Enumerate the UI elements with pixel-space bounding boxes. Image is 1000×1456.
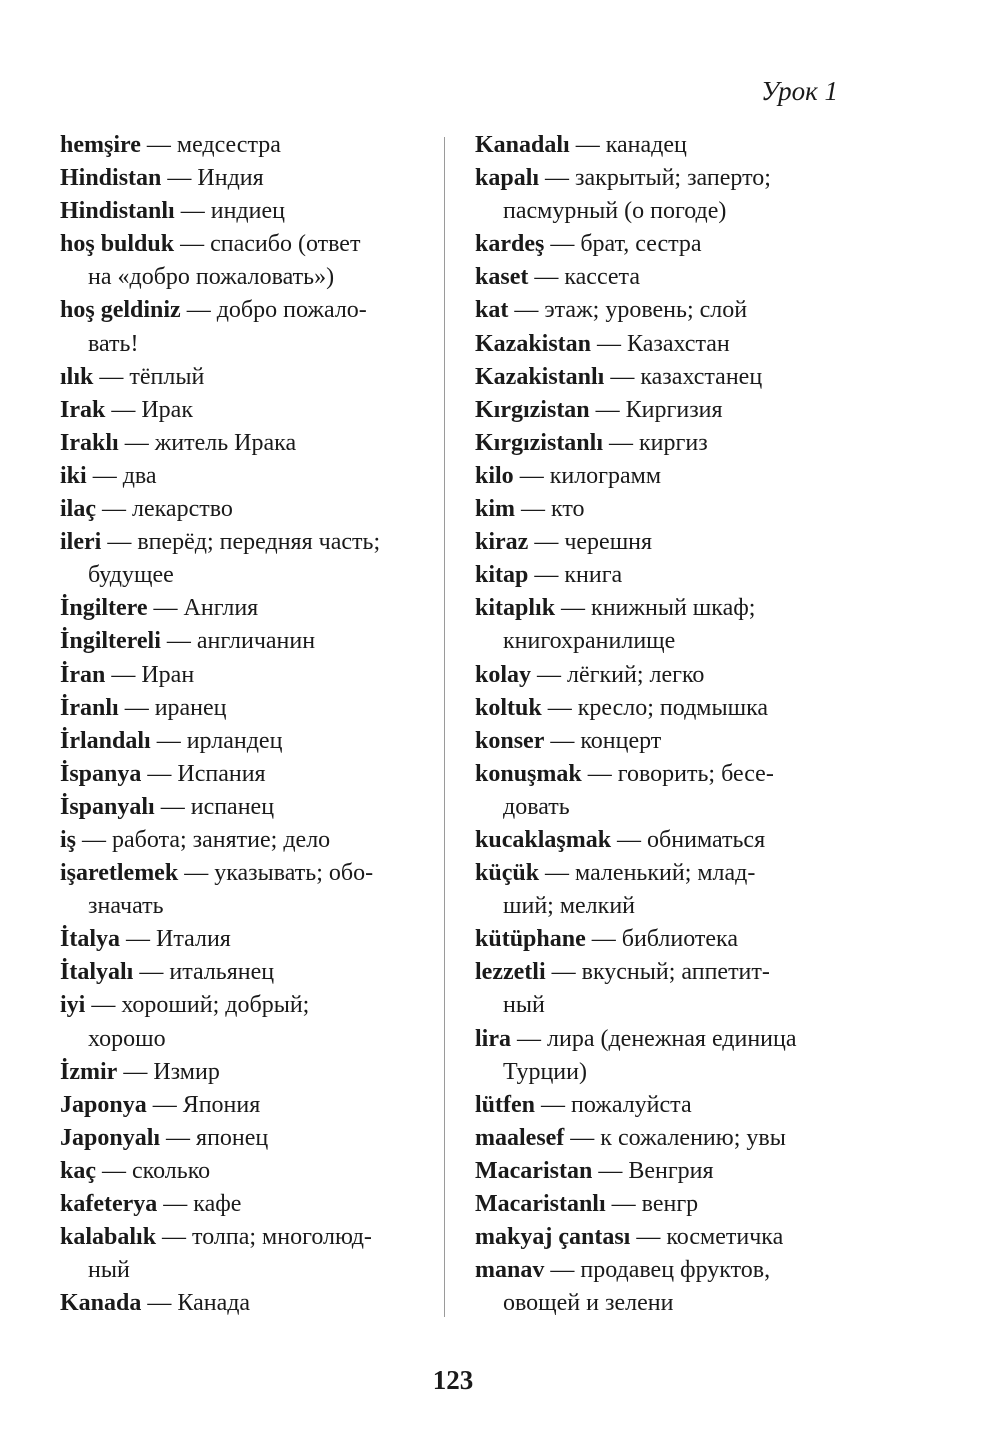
glossary-entry bbox=[60, 791, 435, 824]
entry-definition: — лира (денежная единица bbox=[511, 1025, 797, 1052]
glossary-entry bbox=[475, 692, 875, 725]
glossary-entry bbox=[60, 1221, 435, 1254]
glossary-entry bbox=[475, 361, 875, 394]
entry-term: Hindistan bbox=[60, 165, 162, 192]
entry-definition: — этаж; уровень; слой bbox=[508, 297, 748, 324]
entry-definition: — работа; занятие; дело bbox=[76, 826, 331, 853]
entry-term: kim bbox=[475, 496, 516, 523]
entry-term: hoş geldiniz bbox=[60, 297, 181, 324]
glossary-entry bbox=[60, 427, 435, 460]
glossary-entry bbox=[475, 427, 875, 460]
glossary-entry bbox=[60, 625, 435, 658]
entry-definition: — киргиз bbox=[603, 429, 708, 456]
entry-term: İspanya bbox=[60, 760, 142, 787]
entry-definition: хорошо bbox=[88, 1025, 166, 1052]
entry-term: lezzetli bbox=[475, 959, 546, 986]
glossary-entry bbox=[60, 956, 435, 989]
glossary-entry bbox=[60, 460, 435, 493]
glossary-entry bbox=[475, 758, 875, 791]
glossary-entry bbox=[60, 923, 435, 956]
entry-term: İngiltere bbox=[60, 595, 148, 622]
entry-definition: — лёгкий; легко bbox=[531, 661, 705, 688]
entry-term: Japonya bbox=[60, 1091, 147, 1118]
entry-definition: вать! bbox=[88, 330, 139, 357]
entry-definition: — сколько bbox=[96, 1157, 211, 1184]
entry-definition: — Измир bbox=[117, 1058, 220, 1085]
entry-term: maalesef bbox=[475, 1124, 565, 1151]
entry-term: Kazakistanlı bbox=[475, 363, 605, 390]
entry-term: kafeterya bbox=[60, 1191, 158, 1217]
glossary-entry bbox=[60, 129, 435, 162]
entry-term: lütfen bbox=[475, 1091, 535, 1118]
entry-definition: Турции) bbox=[503, 1058, 587, 1085]
entry-term: kitaplık bbox=[475, 595, 556, 622]
glossary-entry bbox=[475, 1221, 875, 1254]
entry-continuation bbox=[475, 195, 875, 228]
entry-continuation bbox=[475, 989, 875, 1022]
entry-term: Macaristan bbox=[475, 1157, 593, 1184]
entry-definition: — два bbox=[86, 462, 157, 489]
entry-term: iş bbox=[60, 826, 77, 853]
entry-continuation bbox=[475, 1056, 875, 1089]
entry-term: İspanyalı bbox=[60, 793, 155, 820]
entry-term: kaç bbox=[60, 1157, 96, 1184]
entry-definition: — тёплый bbox=[93, 363, 205, 390]
entry-definition: — косметичка bbox=[630, 1224, 784, 1251]
entry-term: İran bbox=[60, 661, 106, 688]
page-number: 123 bbox=[432, 1365, 474, 1395]
entry-definition: — закрытый; заперто; bbox=[539, 165, 771, 192]
entry-definition: на «добро пожаловать») bbox=[88, 264, 335, 291]
entry-definition: — Индия bbox=[161, 165, 264, 192]
glossary-entry bbox=[60, 1056, 435, 1089]
entry-term: koltuk bbox=[475, 694, 542, 721]
entry-term: Iraklı bbox=[60, 429, 119, 456]
entry-definition: — толпа; многолюд- bbox=[156, 1224, 372, 1251]
entry-definition: — указывать; обо- bbox=[178, 860, 374, 887]
glossary-entry bbox=[60, 493, 435, 526]
column-divider bbox=[444, 137, 445, 1317]
entry-term: manav bbox=[475, 1257, 545, 1284]
entry-term: konuşmak bbox=[475, 760, 582, 787]
entry-definition: — вкусный; аппетит- bbox=[545, 959, 770, 986]
entry-term: iyi bbox=[60, 992, 86, 1019]
entry-term: kalabalık bbox=[60, 1224, 157, 1251]
entry-definition: — лекарство bbox=[96, 496, 233, 523]
entry-term: Hindistanlı bbox=[60, 198, 175, 225]
glossary-entry bbox=[475, 725, 875, 758]
entry-term: İtalya bbox=[60, 926, 120, 953]
glossary-entry bbox=[475, 328, 875, 361]
entry-definition: — Италия bbox=[120, 926, 231, 953]
glossary-entry bbox=[60, 195, 435, 228]
glossary-entry bbox=[60, 228, 435, 261]
entry-term: kapalı bbox=[475, 165, 540, 192]
entry-term: İranlı bbox=[60, 694, 119, 721]
entry-definition: — книжный шкаф; bbox=[555, 595, 756, 622]
entry-definition: ший; мелкий bbox=[503, 893, 635, 920]
entry-definition: — продавец фруктов, bbox=[544, 1257, 771, 1284]
glossary-entry bbox=[475, 129, 875, 162]
glossary-entry bbox=[475, 460, 875, 493]
glossary-entry bbox=[60, 725, 435, 758]
glossary-entry bbox=[475, 1023, 875, 1056]
entry-definition: — Венгрия bbox=[592, 1157, 714, 1184]
entry-definition: — англичанин bbox=[160, 628, 316, 655]
entry-term: kilo bbox=[475, 462, 514, 489]
entry-term: hemşire bbox=[60, 132, 141, 158]
glossary-entry bbox=[60, 824, 435, 857]
glossary-entry bbox=[60, 294, 435, 327]
entry-definition: ный bbox=[88, 1257, 130, 1284]
glossary-entry bbox=[60, 1287, 435, 1320]
glossary-entry bbox=[475, 493, 875, 526]
glossary-entry bbox=[60, 394, 435, 427]
entry-continuation bbox=[60, 1023, 435, 1056]
entry-definition: — индиец bbox=[174, 198, 285, 225]
glossary-entry bbox=[475, 294, 875, 327]
entry-definition: — маленький; млад- bbox=[539, 860, 756, 887]
entry-term: İngiltereli bbox=[60, 628, 161, 655]
entry-definition: — библиотека bbox=[585, 926, 738, 953]
entry-term: küçük bbox=[475, 860, 540, 887]
entry-term: Japonyalı bbox=[60, 1124, 161, 1151]
entry-definition: — казахстанец bbox=[604, 363, 763, 390]
glossary-entry bbox=[475, 228, 875, 261]
entry-term: kucaklaşmak bbox=[475, 826, 612, 853]
entry-definition: — спасибо (ответ bbox=[174, 231, 361, 258]
entry-term: hoş bulduk bbox=[60, 231, 175, 258]
glossary-entry bbox=[475, 592, 875, 625]
entry-definition: ный bbox=[503, 992, 545, 1019]
entry-term: Kanada bbox=[60, 1290, 142, 1317]
glossary-entry bbox=[475, 559, 875, 592]
entry-term: Kanadalı bbox=[475, 132, 570, 158]
entry-definition: — концерт bbox=[544, 727, 662, 754]
entry-definition: — житель Ирака bbox=[118, 429, 297, 456]
entry-definition: — к сожалению; увы bbox=[564, 1124, 786, 1151]
entry-continuation bbox=[60, 261, 435, 294]
entry-term: kitap bbox=[475, 562, 529, 589]
glossary-entry bbox=[475, 261, 875, 294]
entry-term: kat bbox=[475, 297, 509, 324]
entry-definition: — говорить; бесе- bbox=[581, 760, 774, 787]
entry-definition: будущее bbox=[88, 562, 174, 589]
glossary-entry bbox=[475, 659, 875, 692]
entry-definition: — Англия bbox=[147, 595, 259, 622]
glossary-entry bbox=[60, 989, 435, 1022]
glossary-entry bbox=[475, 526, 875, 559]
entry-term: kolay bbox=[475, 661, 532, 688]
entry-term: Kırgızistanlı bbox=[475, 429, 603, 456]
glossary-entry bbox=[60, 1155, 435, 1188]
entry-term: Irak bbox=[60, 396, 106, 423]
glossary-entry bbox=[475, 1254, 875, 1287]
entry-term: kütüphane bbox=[475, 926, 586, 953]
entry-definition: — итальянец bbox=[133, 959, 275, 986]
glossary-entry bbox=[60, 692, 435, 725]
glossary-entry bbox=[475, 394, 875, 427]
entry-continuation bbox=[475, 1287, 875, 1320]
entry-term: ılık bbox=[60, 363, 94, 390]
entry-term: makyaj çantası bbox=[475, 1224, 631, 1251]
entry-definition: — медсестра bbox=[140, 132, 281, 158]
entry-definition: — кассета bbox=[528, 264, 640, 291]
entry-definition: — кафе bbox=[157, 1191, 242, 1217]
entry-definition: — добро пожало- bbox=[180, 297, 367, 324]
entry-definition: — килограмм bbox=[513, 462, 662, 489]
glossary-entry bbox=[475, 1122, 875, 1155]
entry-definition: довать bbox=[503, 793, 570, 820]
entry-term: işaretlemek bbox=[60, 860, 179, 887]
entry-definition: пасмурный (о погоде) bbox=[503, 198, 727, 225]
entry-term: kardeş bbox=[475, 231, 545, 258]
entry-definition: — венгр bbox=[605, 1191, 699, 1217]
entry-definition: — обниматься bbox=[611, 826, 766, 853]
entry-definition: — ирландец bbox=[150, 727, 283, 754]
entry-term: İtalyalı bbox=[60, 959, 134, 986]
glossary-entry bbox=[475, 1155, 875, 1188]
entry-definition: — японец bbox=[160, 1124, 269, 1151]
entry-definition: значать bbox=[88, 893, 164, 920]
entry-definition: — кресло; подмышка bbox=[541, 694, 769, 721]
glossary-column-left bbox=[60, 129, 435, 1320]
entry-definition: — Ирак bbox=[105, 396, 193, 423]
entry-definition: — черешня bbox=[528, 529, 653, 556]
entry-term: Kazakistan bbox=[475, 330, 592, 357]
glossary-entry bbox=[60, 592, 435, 625]
entry-term: ilaç bbox=[60, 496, 96, 523]
entry-definition: — испанец bbox=[154, 793, 275, 820]
entry-continuation bbox=[475, 625, 875, 658]
glossary-entry bbox=[60, 526, 435, 559]
glossary-entry bbox=[60, 659, 435, 692]
glossary-entry bbox=[475, 1089, 875, 1122]
entry-definition: — Иран bbox=[105, 661, 195, 688]
glossary-column-right bbox=[475, 129, 875, 1320]
glossary-entry bbox=[475, 824, 875, 857]
glossary-entry bbox=[60, 1122, 435, 1155]
entry-continuation bbox=[475, 791, 875, 824]
entry-term: İrlandalı bbox=[60, 727, 151, 754]
entry-definition: — Канада bbox=[141, 1290, 251, 1317]
entry-continuation bbox=[60, 1254, 435, 1287]
glossary-entry bbox=[475, 923, 875, 956]
entry-continuation bbox=[60, 890, 435, 923]
glossary-entry bbox=[60, 1188, 435, 1221]
glossary-entry bbox=[60, 758, 435, 791]
entry-term: Kırgızistan bbox=[475, 396, 590, 423]
entry-definition: — кто bbox=[515, 496, 585, 523]
entry-term: Macaristanlı bbox=[475, 1191, 606, 1217]
entry-term: kiraz bbox=[475, 529, 529, 556]
entry-term: iki bbox=[60, 462, 87, 489]
entry-definition: — пожалуйста bbox=[535, 1091, 692, 1118]
glossary-entry bbox=[60, 1089, 435, 1122]
glossary-entry bbox=[475, 956, 875, 989]
entry-term: lira bbox=[475, 1025, 511, 1052]
lesson-header: Урок 1 bbox=[761, 76, 838, 106]
glossary-entry bbox=[60, 361, 435, 394]
entry-definition: — брат, сестра bbox=[544, 231, 702, 258]
glossary-entry bbox=[475, 162, 875, 195]
entry-continuation bbox=[475, 890, 875, 923]
entry-definition: овощей и зелени bbox=[503, 1290, 674, 1317]
entry-definition: — Казахстан bbox=[591, 330, 730, 357]
entry-definition: — иранец bbox=[118, 694, 227, 721]
entry-definition: — Киргизия bbox=[589, 396, 723, 423]
glossary-entry bbox=[475, 857, 875, 890]
entry-term: ileri bbox=[60, 529, 102, 556]
entry-term: kaset bbox=[475, 264, 529, 291]
entry-definition: — вперёд; передняя часть; bbox=[101, 529, 381, 556]
glossary-entry bbox=[475, 1188, 875, 1221]
entry-term: İzmir bbox=[60, 1058, 118, 1085]
entry-definition: — Япония bbox=[146, 1091, 261, 1118]
entry-definition: книгохранилище bbox=[503, 628, 676, 655]
glossary-entry bbox=[60, 857, 435, 890]
entry-term: konser bbox=[475, 727, 545, 754]
entry-definition: — хороший; добрый; bbox=[85, 992, 310, 1019]
entry-continuation bbox=[60, 559, 435, 592]
entry-definition: — книга bbox=[528, 562, 623, 589]
entry-continuation bbox=[60, 328, 435, 361]
entry-definition: — Испания bbox=[141, 760, 266, 787]
glossary-entry bbox=[60, 162, 435, 195]
entry-definition: — канадец bbox=[569, 132, 687, 158]
